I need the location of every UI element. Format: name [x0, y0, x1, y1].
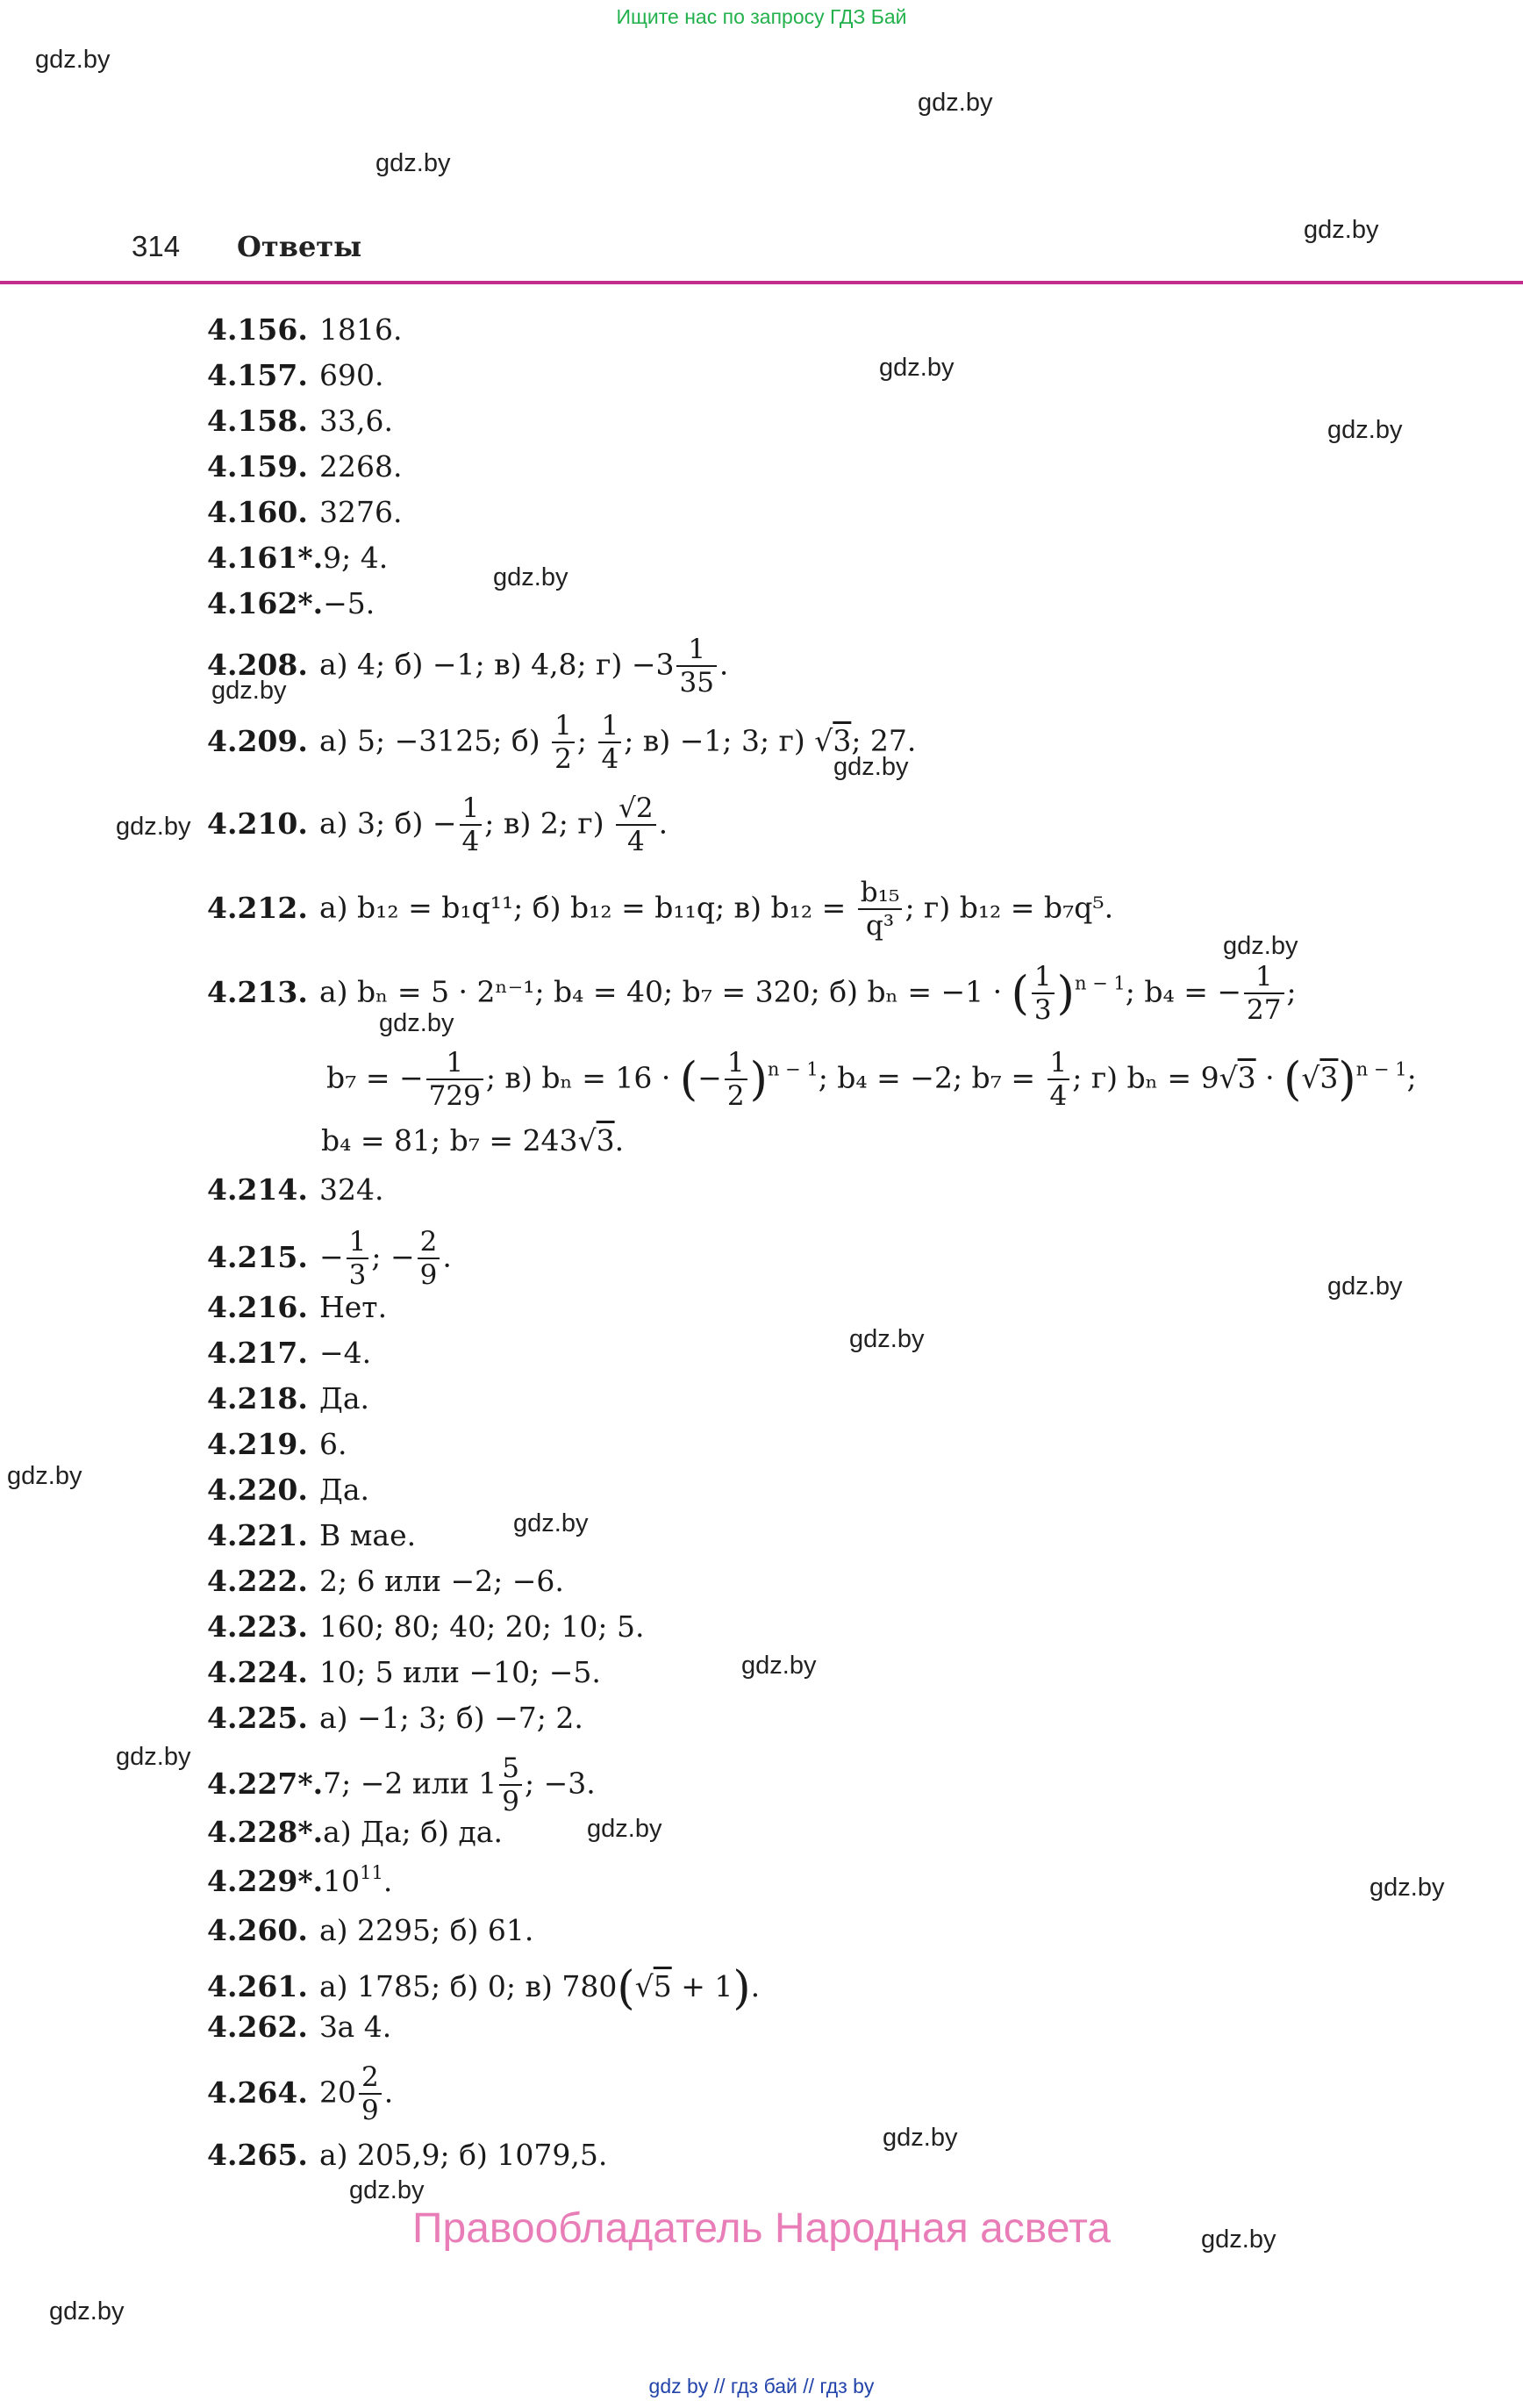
answer-item: 4.157. 690. [207, 358, 384, 392]
watermark: gdz.by [116, 813, 191, 841]
footer-links[interactable]: gdz by // гдз бай // гдз by [648, 2375, 875, 2397]
answer-item: 4.225. а) −1; 3; б) −7; 2. [207, 1701, 583, 1735]
watermark: gdz.by [1327, 416, 1403, 444]
answer-item: 4.159. 2268. [207, 449, 403, 484]
fraction: $\frac{\text{b₁₅}}{\text{q³}}$ [858, 879, 903, 940]
watermark: gdz.by [1327, 1272, 1403, 1301]
fraction: $\frac{1}{729}$ [426, 1050, 483, 1110]
watermark: gdz.by [918, 89, 993, 117]
answer-item: 4.213. а) bₙ = 5 · 2ⁿ⁻¹; b₄ = 40; b₇ = 320; б) bₙ = −1 · ( $\frac{1}{3}$ )$^{n - 1}$; b₄ = − $\frac{1}{27}$ ; [207, 961, 1297, 1026]
answer-continuation: b₇ = − $\frac{1}{729}$ ; в) bₙ = 16 · (− $\frac{1}{2}$ )$^{n - 1}$; b₄ = −2; b₇ = $\frac{1}{4}$ ; г) $b_n = 9√3 \cdot (√3)^{n - 1}$; [326, 1047, 1417, 1112]
answer-item: 4.222. 2; 6 или −2; −6. [207, 1564, 564, 1598]
watermark: gdz.by [1201, 2225, 1276, 2254]
fraction: $\frac{1}{3}$ [347, 1229, 369, 1289]
fraction: $\frac{2}{9}$ [418, 1229, 440, 1289]
fraction: $\frac{1}{3}$ [1032, 964, 1055, 1024]
section-title: Ответы [237, 230, 362, 263]
fraction: $\frac{1}{27}$ [1244, 964, 1283, 1024]
answer-item: 4.227*.7; −2 или 1 $\frac{5}{9}$ ; −3. [207, 1752, 596, 1817]
watermark: gdz.by [1304, 216, 1379, 244]
watermark: gdz.by [49, 2297, 125, 2326]
page-number: 314 [132, 230, 181, 262]
answer-item: $4.229*.10^{11}$. [207, 1862, 393, 1898]
watermark: gdz.by [833, 753, 909, 781]
watermark: gdz.by [1369, 1874, 1445, 1902]
answer-item: 4.262. За 4. [207, 2010, 392, 2044]
watermark: gdz.by [211, 677, 287, 705]
fraction: $\frac{√2}{4}$ [616, 795, 655, 856]
fraction: $\frac{2}{9}$ [359, 2064, 382, 2125]
answer-item: 4.218. Да. [207, 1381, 369, 1415]
answer-item: 4.158. 33,6. [207, 404, 393, 438]
watermark: gdz.by [349, 2176, 425, 2204]
watermark: gdz.by [849, 1325, 925, 1353]
header-rule [0, 281, 1523, 284]
watermark: gdz.by [7, 1462, 82, 1490]
answer-item: 4.214. 324. [207, 1172, 384, 1207]
fraction: $\frac{1}{2}$ [552, 713, 575, 773]
answer-item: 4.160. 3276. [207, 495, 403, 529]
answer-item: 4.215. − $\frac{1}{3}$ ; − $\frac{2}{9}$ . [207, 1226, 452, 1291]
watermark: gdz.by [35, 46, 111, 74]
top-banner: Ищите нас по запросу ГДЗ Бай [616, 5, 907, 28]
watermark: gdz.by [116, 1743, 191, 1771]
answer-item: 4.210. а) 3; б) − $\frac{1}{4}$ ; в) 2; г) $\frac{√2}{4}$ . [207, 792, 669, 857]
watermark: gdz.by [379, 1009, 454, 1037]
watermark: gdz.by [493, 563, 568, 591]
watermark: gdz.by [879, 354, 955, 382]
answer-item: 4.162*.−5. [207, 586, 375, 620]
answer-item: 4.209. а) 5; −3125; б) $\frac{1}{2}$ ; $\frac{1}{4}$ ; в) −1; 3; г) √3; 27. [207, 710, 917, 775]
answer-item: 4.260. а) 2295; б) 61. [207, 1913, 534, 1947]
answer-item: 4.220. Да. [207, 1473, 369, 1507]
answer-item: 4.224. 10; 5 или −10; −5. [207, 1655, 601, 1689]
answer-item: 4.264. 20 $\frac{2}{9}$ . [207, 2061, 394, 2126]
watermark: gdz.by [741, 1652, 817, 1680]
watermark: gdz.by [513, 1509, 589, 1537]
answer-item: 4.217. −4. [207, 1336, 372, 1370]
answer-item: 4.223. 160; 80; 40; 20; 10; 5. [207, 1609, 645, 1644]
answer-item: 4.219. 6. [207, 1427, 347, 1461]
fraction: $\frac{1}{2}$ [725, 1050, 747, 1110]
watermark: gdz.by [375, 149, 451, 177]
answer-item: 4.261. а) 1785; б) 0; в) 780(√5 + 1). [207, 1962, 761, 2015]
answer-item: 4.216. Нет. [207, 1290, 388, 1324]
fraction: $\frac{1}{4}$ [598, 713, 621, 773]
fraction: $\frac{1}{4}$ [460, 795, 483, 856]
answer-item: 4.161*.9; 4. [207, 541, 389, 575]
answer-item: 4.221. В мае. [207, 1518, 417, 1552]
fraction: $\frac{5}{9}$ [499, 1755, 522, 1816]
answer-item: 4.208. а) 4; б) −1; в) 4,8; г) −3 $\frac{1}{35}$ . [207, 634, 729, 699]
answer-item: 4.212. а) b₁₂ = b₁q¹¹; б) b₁₂ = b₁₁q; в) b₁₂ = $\frac{\text{b₁₅}}{\text{q³}}$ ; г) b₁₂ = b₇q⁵. [207, 877, 1114, 942]
copyright-note: Правообладатель Народная асвета [412, 2205, 1111, 2252]
watermark: gdz.by [1223, 932, 1298, 960]
answer-item: 4.228*.а) Да; б) да. [207, 1815, 503, 1849]
answer-continuation: b₄ = 81; b₇ = 243√3. [321, 1123, 625, 1157]
answer-item: 4.156. 1816. [207, 312, 403, 347]
fraction: $\frac{1}{4}$ [1048, 1050, 1070, 1110]
watermark: gdz.by [883, 2124, 958, 2152]
watermark: gdz.by [587, 1815, 662, 1843]
fraction: $\frac{1}{35}$ [676, 636, 716, 697]
answer-item: 4.265. а) 205,9; б) 1079,5. [207, 2138, 608, 2172]
